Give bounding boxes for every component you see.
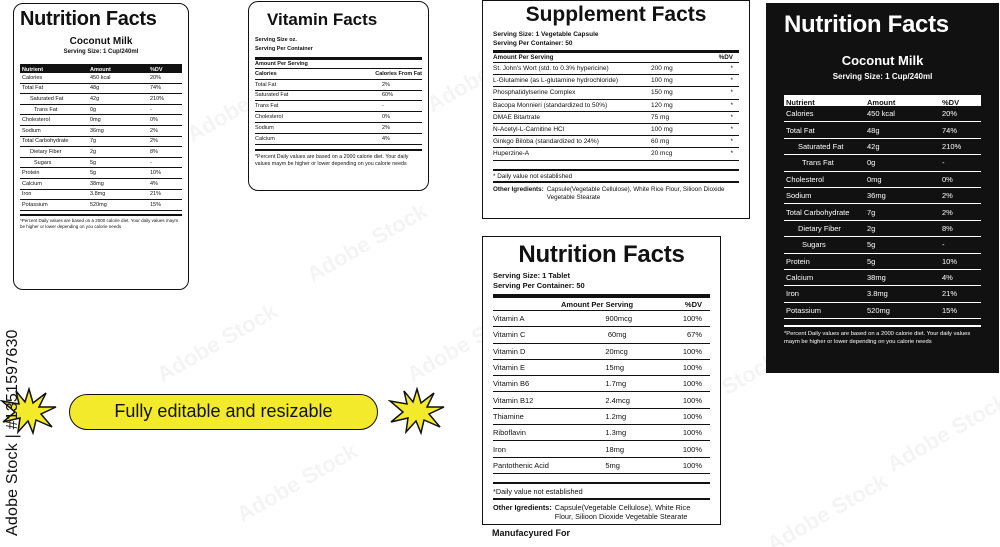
nutrient-name: Bacopa Monnieri (standardized to 50%) xyxy=(493,101,608,109)
nutrition-label-coconut-dark xyxy=(766,3,999,373)
table-row xyxy=(784,286,981,302)
table-row xyxy=(493,392,710,408)
nutrient-amount: 3.8mg xyxy=(867,289,888,299)
nutrient-dv: 100% xyxy=(682,346,702,356)
nutrient-amount: 450 kcal xyxy=(867,109,895,119)
nutrient-dv: - xyxy=(382,103,384,110)
nutrient-name: Trans Fat xyxy=(255,103,279,110)
table-row xyxy=(784,221,981,237)
nutrient-amount: 450 kcal xyxy=(90,74,111,81)
nutrient-dv: * xyxy=(730,138,733,146)
nutrient-name: Trans Fat xyxy=(802,158,834,168)
table-row xyxy=(20,126,182,137)
nutrient-amount: 1.7mg xyxy=(605,379,627,389)
nutrient-name: Riboflavin xyxy=(493,428,526,438)
nutrient-amount: 5g xyxy=(867,256,876,266)
nutrient-dv: 0% xyxy=(382,114,390,121)
nutrient-name: Total Fat xyxy=(22,85,44,92)
table-row xyxy=(493,458,710,474)
nutrient-name: Ginkgo Biloba (standardized to 24%) xyxy=(493,138,599,146)
supplement-table xyxy=(493,63,739,161)
nutrient-name: Sugars xyxy=(34,159,52,166)
table-row xyxy=(20,137,182,148)
nutrient-dv: 210% xyxy=(150,95,165,102)
other-ingredients xyxy=(493,503,710,521)
nutrient-dv: 10% xyxy=(942,256,958,266)
nutrient-name: Vitamin E xyxy=(493,363,525,373)
watermark-text xyxy=(233,438,362,528)
table-row xyxy=(20,190,182,201)
nutrient-name: Iron xyxy=(493,444,506,454)
nutrient-name: Calcium xyxy=(255,135,275,142)
nutrient-dv: * xyxy=(730,89,733,97)
table-row xyxy=(20,168,182,179)
table-row xyxy=(493,136,739,148)
nutrient-amount: 48g xyxy=(90,85,100,92)
other-ingredients-label: Other Igredients: xyxy=(493,185,544,193)
table-row xyxy=(493,124,739,136)
nutrient-dv: 74% xyxy=(942,125,958,135)
nutrient-amount: 100 mg xyxy=(651,77,673,85)
editable-badge: Fully editable and resizable xyxy=(69,394,378,430)
nutrient-amount: 38mg xyxy=(90,180,104,187)
header-dv: %DV xyxy=(150,67,163,73)
serving-size: Serving Size: 1 Tablet xyxy=(493,271,570,280)
nutrient-name: Vitamin D xyxy=(493,346,526,356)
nutrient-dv: - xyxy=(942,158,945,168)
watermark-text xyxy=(153,298,282,388)
nutrient-amount: 20 mcg xyxy=(651,150,673,158)
nutrition-label-coconut-small xyxy=(13,3,189,290)
nutrient-name: Phosphatidylserine Complex xyxy=(493,89,576,97)
supplement-facts-label xyxy=(482,0,750,219)
nutrient-dv: 0% xyxy=(942,174,953,184)
nutrient-amount: 120 mg xyxy=(651,101,673,109)
nutrient-name: Total Fat xyxy=(786,125,815,135)
vitamin-table xyxy=(255,80,422,145)
nutrient-amount: 100 mg xyxy=(651,126,673,134)
nutrient-name: Iron xyxy=(786,289,799,299)
header-amount-per-serving: Amount Per Serving xyxy=(561,299,634,309)
nutrient-dv: 2% xyxy=(382,81,390,88)
nutrient-dv: 2% xyxy=(150,127,158,134)
table-row xyxy=(493,327,710,343)
nutrient-name: Saturated Fat xyxy=(30,95,64,102)
serving-size: Serving Size: 1 Cup/240ml xyxy=(63,49,139,55)
table-header xyxy=(493,298,710,311)
watermark-text xyxy=(763,468,892,547)
nutrient-dv: 2% xyxy=(382,124,390,131)
nutrient-amount: 7g xyxy=(867,207,876,217)
serving-size: Serving Size: 1 Vegetable Capsule xyxy=(493,31,599,38)
nutrient-dv: 100% xyxy=(682,460,702,470)
nutrient-amount: 5g xyxy=(867,240,876,250)
nutrient-dv: * xyxy=(730,126,733,134)
nutrient-dv: 210% xyxy=(942,141,962,151)
dv-note: *Daily value not established xyxy=(493,482,710,500)
serving-per-container: Serving Per Container: 50 xyxy=(493,40,573,47)
other-ingredients-text: Capsule(Vegetable Cellulose), White Rice Flour, Silioon Dioxide Vegetable Stearate xyxy=(546,185,725,201)
table-row xyxy=(493,87,739,99)
nutrient-name: Calcium xyxy=(786,273,814,283)
nutrient-name: Thiamine xyxy=(493,411,524,421)
nutrient-dv: 100% xyxy=(682,395,702,405)
nutrient-dv: 100% xyxy=(682,379,702,389)
nutrient-table xyxy=(784,106,981,319)
serving-size: Serving Size: 1 Cup/240ml xyxy=(832,72,933,81)
nutrient-name: Pantothenic Acid xyxy=(493,460,549,470)
nutrient-amount: 520mg xyxy=(867,305,890,315)
burst-star-icon xyxy=(388,387,446,435)
vitamin-facts-label xyxy=(248,1,429,191)
nutrient-amount: 5mg xyxy=(605,460,620,470)
nutrient-dv: - xyxy=(150,106,152,113)
nutrient-dv: * xyxy=(730,101,733,109)
nutrient-amount: 2g xyxy=(90,148,97,155)
watermark-text xyxy=(303,198,432,288)
header-amount: Amount xyxy=(867,98,896,107)
header-amount: Amount xyxy=(90,67,111,73)
table-header xyxy=(784,95,981,106)
nutrient-dv: 20% xyxy=(942,109,958,119)
table-row xyxy=(255,101,422,112)
header-dv: %DV xyxy=(684,299,702,309)
table-row xyxy=(20,73,182,84)
table-row xyxy=(20,94,182,105)
dv-note: * Daily value not established xyxy=(493,169,739,183)
footnote: *Percent Daily values are based on a 2000 calorie diet. Your daily values maym be higher or lower depending on you calorie needs xyxy=(20,214,182,230)
nutrient-dv: 2% xyxy=(150,138,158,145)
nutrient-name: Saturated Fat xyxy=(798,141,844,151)
nutrient-amount: 0mg xyxy=(90,117,101,124)
serving-size: Serving Size oz. xyxy=(255,37,297,43)
nutrient-name: Calories xyxy=(22,74,43,81)
nutrient-name: Total Carbohydrate xyxy=(22,138,69,145)
nutrient-dv: 15% xyxy=(150,201,162,208)
header-nutrient: Nutrient xyxy=(786,98,815,107)
nutrient-amount: 0g xyxy=(867,158,876,168)
table-row xyxy=(784,155,981,171)
label-title: Nutrition Facts xyxy=(518,241,685,268)
nutrient-dv: * xyxy=(730,150,733,158)
other-ingredients-text: Capsule(Vegetable Cellulose), White Rice Flour, Silioon Dioxide Vegetable Stearate xyxy=(554,502,691,521)
nutrient-name: N-Acetyl-L-Carnitine HCl xyxy=(493,126,565,134)
label-title: Nutrition Facts xyxy=(20,8,157,30)
nutrient-dv: 100% xyxy=(682,444,702,454)
watermark-text xyxy=(883,388,1000,478)
serving-per-container: Serving Per Container xyxy=(255,46,313,52)
nutrient-name: Vitamin B6 xyxy=(493,379,530,389)
nutrient-amount: 200 mg xyxy=(651,65,673,73)
nutrient-dv: 74% xyxy=(150,85,162,92)
nutrient-amount: 0g xyxy=(90,106,97,113)
nutrient-dv: 100% xyxy=(682,428,702,438)
table-row xyxy=(493,344,710,360)
nutrient-name: Protein xyxy=(22,170,40,177)
table-row xyxy=(20,147,182,158)
nutrient-dv: 67% xyxy=(686,330,702,340)
nutrient-name: Sodium xyxy=(255,124,274,131)
table-row xyxy=(493,63,739,75)
nutrient-amount: 36mg xyxy=(867,191,886,201)
nutrient-dv: 15% xyxy=(942,305,958,315)
table-row xyxy=(20,158,182,169)
table-row xyxy=(255,80,422,91)
manufactured-for: Manufacyured For xyxy=(492,528,571,538)
nutrient-dv: 100% xyxy=(682,411,702,421)
product-name: Coconut Milk xyxy=(69,36,133,47)
nutrient-amount: 60mg xyxy=(607,330,627,340)
nutrient-name: Calcium xyxy=(22,180,42,187)
nutrient-name: Sodium xyxy=(786,191,812,201)
table-row xyxy=(784,122,981,138)
nutrient-amount: 38mg xyxy=(867,273,886,283)
table-row xyxy=(493,75,739,87)
nutrient-amount: 900mcg xyxy=(605,314,633,324)
footnote: *Percent Daily values are based on a 2000 calorie diet. Your daily values maym be higher or lower depending on you calorie needs xyxy=(784,325,981,346)
calories-label: Calories xyxy=(255,70,277,77)
footnote: *Percent Daily values are based on a 2000 calorie diet. Your daily values maym be higher or lower depending on you calorie needs xyxy=(255,149,422,168)
table-row xyxy=(493,100,739,112)
calories-from-fat-label: Calories From Fat xyxy=(375,70,422,77)
nutrient-name: Iron xyxy=(22,191,32,198)
header-dv: %DV xyxy=(942,98,960,107)
nutrient-name: St. John's Wort (std. to 0.3% hypericine) xyxy=(493,65,609,73)
nutrient-dv: 0% xyxy=(150,117,158,124)
nutrient-dv: 21% xyxy=(942,289,958,299)
header-nutrient: Nutrient xyxy=(22,67,44,73)
nutrient-amount: 2.4mcg xyxy=(605,395,630,405)
table-row xyxy=(784,106,981,122)
table-row xyxy=(255,123,422,134)
nutrient-dv: 21% xyxy=(150,191,162,198)
nutrient-amount: 36mg xyxy=(90,127,104,134)
table-row xyxy=(784,254,981,270)
nutrient-name: Sugars xyxy=(802,240,826,250)
nutrient-name: Dietary Fiber xyxy=(30,148,62,155)
table-row xyxy=(784,303,981,319)
nutrition-label-tablet xyxy=(482,236,721,525)
table-row xyxy=(255,134,422,145)
nutrient-dv: 100% xyxy=(682,314,702,324)
table-row xyxy=(255,91,422,102)
table-row xyxy=(784,270,981,286)
nutrient-name: Protein xyxy=(786,256,810,266)
table-row xyxy=(784,139,981,155)
table-header xyxy=(493,53,739,63)
table-row xyxy=(493,360,710,376)
table-row xyxy=(20,179,182,190)
nutrient-name: DMAE Bitartrate xyxy=(493,113,540,121)
nutrient-dv: 100% xyxy=(682,363,702,373)
nutrient-name: L-Glutamine (as L-glutamine hydrochloride) xyxy=(493,77,619,85)
header-amount-per-serving: Amount Per Serving xyxy=(493,54,554,61)
nutrient-amount: 60 mg xyxy=(651,138,670,146)
nutrient-name: Trans Fat xyxy=(34,106,58,113)
header-dv: %DV xyxy=(718,54,733,61)
nutrient-dv: 8% xyxy=(942,223,953,233)
nutrient-dv: * xyxy=(730,65,733,73)
serving-per-container: Serving Per Container: 50 xyxy=(493,281,585,290)
nutrient-name: Total Fat xyxy=(255,81,277,88)
table-row xyxy=(784,204,981,220)
label-title: Vitamin Facts xyxy=(267,10,378,29)
amount-per-serving: Amount Per Serving xyxy=(255,60,422,69)
product-name: Coconut Milk xyxy=(841,53,924,68)
nutrient-dv: 2% xyxy=(942,207,953,217)
nutrient-name: Dietary Fiber xyxy=(798,223,841,233)
nutrient-dv: 4% xyxy=(942,273,953,283)
nutrient-amount: 150 mg xyxy=(651,89,673,97)
table-row xyxy=(20,115,182,126)
nutrient-name: Vitamin B12 xyxy=(493,395,534,405)
nutrient-dv: 8% xyxy=(150,148,158,155)
table-row xyxy=(20,200,182,211)
table-row xyxy=(493,376,710,392)
vitamin-table xyxy=(493,311,710,474)
nutrient-name: Saturated Fat xyxy=(255,92,289,99)
nutrient-amount: 0mg xyxy=(867,174,882,184)
nutrient-amount: 2g xyxy=(867,223,876,233)
nutrient-name: Huperzine-A xyxy=(493,150,530,158)
nutrient-amount: 520mg xyxy=(90,201,107,208)
calories-row xyxy=(255,69,422,80)
table-header xyxy=(20,64,182,73)
table-row xyxy=(493,409,710,425)
nutrient-amount: 18mg xyxy=(605,444,625,454)
stock-credit: Adobe Stock | #1351597630 xyxy=(4,329,21,536)
nutrient-name: Calories xyxy=(786,109,814,119)
nutrient-amount: 1.3mg xyxy=(605,428,627,438)
table-row xyxy=(493,148,739,160)
nutrient-dv: - xyxy=(150,159,152,166)
nutrient-amount: 3.8mg xyxy=(90,191,106,198)
table-row xyxy=(255,112,422,123)
nutrient-dv: * xyxy=(730,113,733,121)
nutrient-dv: 4% xyxy=(382,135,390,142)
nutrient-amount: 20mcg xyxy=(605,346,628,356)
nutrient-name: Total Carbohydrate xyxy=(786,207,850,217)
table-row xyxy=(784,188,981,204)
nutrient-dv: 60% xyxy=(382,92,394,99)
nutrient-dv: * xyxy=(730,77,733,85)
table-row xyxy=(493,112,739,124)
nutrient-name: Vitamin C xyxy=(493,330,526,340)
nutrient-name: Cholesterol xyxy=(255,114,283,121)
nutrient-amount: 1.2mg xyxy=(605,411,627,421)
nutrient-name: Cholesterol xyxy=(22,117,50,124)
table-row xyxy=(20,105,182,116)
label-title: Supplement Facts xyxy=(525,3,707,26)
nutrient-table xyxy=(20,73,182,211)
nutrient-name: Potassium xyxy=(22,201,48,208)
nutrient-name: Potassium xyxy=(786,305,822,315)
nutrient-amount: 5g xyxy=(90,170,97,177)
nutrient-dv: 4% xyxy=(150,180,158,187)
nutrient-amount: 75 mg xyxy=(651,113,670,121)
nutrient-name: Sodium xyxy=(22,127,41,134)
table-row xyxy=(784,172,981,188)
nutrient-amount: 42g xyxy=(90,95,100,102)
table-row xyxy=(493,441,710,457)
other-ingredients xyxy=(493,186,739,202)
nutrient-dv: 2% xyxy=(942,191,953,201)
other-ingredients-label: Other Igredients: xyxy=(493,502,552,512)
table-row xyxy=(493,425,710,441)
table-row xyxy=(493,311,710,327)
nutrient-dv: 10% xyxy=(150,170,162,177)
nutrient-amount: 42g xyxy=(867,141,880,151)
nutrient-amount: 5g xyxy=(90,159,97,166)
table-row xyxy=(20,84,182,95)
nutrient-amount: 15mg xyxy=(605,363,625,373)
table-row xyxy=(784,237,981,253)
nutrient-name: Vitamin A xyxy=(493,314,525,324)
label-title: Nutrition Facts xyxy=(784,11,949,38)
nutrient-dv: 20% xyxy=(150,74,162,81)
nutrient-name: Cholesterol xyxy=(786,174,824,184)
nutrient-dv: - xyxy=(942,240,945,250)
nutrient-amount: 7g xyxy=(90,138,97,145)
nutrient-amount: 48g xyxy=(867,125,880,135)
